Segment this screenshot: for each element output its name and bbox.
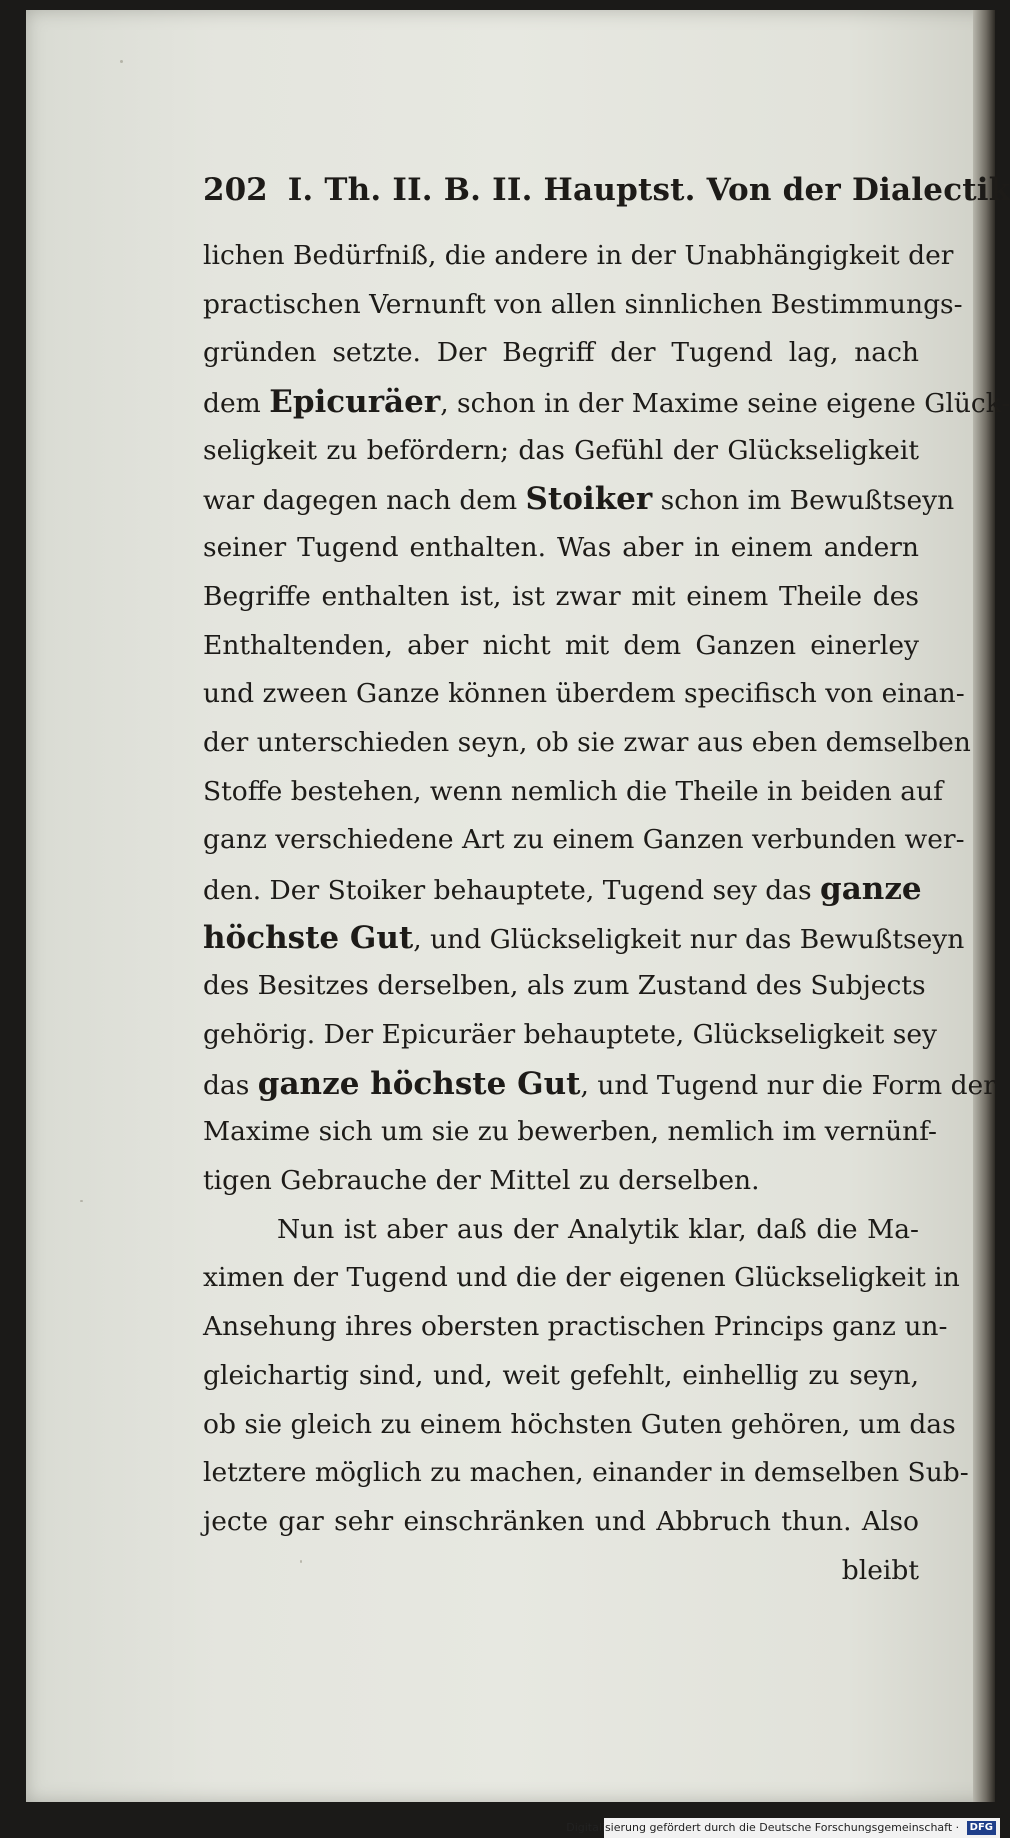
text-span: , und Glückseligkeit nur das Bewußtseyn <box>413 923 965 955</box>
text-line <box>203 914 965 963</box>
text-line <box>203 816 965 865</box>
text-span: , und Tugend nur die Form der <box>580 1069 996 1101</box>
running-head-title: I. Th. II. B. II. Hauptst. Von der Dialectik <box>287 172 1010 208</box>
text-line <box>203 427 919 476</box>
emphasized-term: ganze höchste Gut <box>257 1065 581 1102</box>
text-span: Maxime sich um sie zu bewerben, nemlich im vernünf- <box>203 1116 938 1148</box>
credit-text: Digitalisierung gefördert durch die Deutsche Forschungsgemeinschaft <box>566 1821 953 1834</box>
text-span: jecte gar sehr einschränken und Abbruch thun. Also <box>203 1505 919 1537</box>
text-line <box>203 622 919 671</box>
text-line <box>203 1449 969 1498</box>
digitization-credit: Digitalisierung gefördert durch die Deutsche Forschungsgemeinschaft · DFG <box>604 1818 1000 1838</box>
text-span: ximen der Tugend und die der eigenen Glückseligkeit in <box>203 1262 960 1294</box>
text-span: das <box>203 1069 258 1101</box>
text-span: schon im Bewußtseyn <box>652 485 955 517</box>
text-span: lichen Bedürfniß, die andere in der Unabhängigkeit der <box>203 240 954 271</box>
paper-speck <box>80 1200 83 1202</box>
emphasized-term: Stoiker <box>525 481 653 518</box>
text-line <box>203 1352 919 1401</box>
emphasized-term: Epicuräer <box>269 384 441 421</box>
text-line <box>203 1498 919 1547</box>
text-line <box>203 329 919 378</box>
text-span: tigen Gebrauche der Mittel zu derselben. <box>203 1165 760 1197</box>
text-span: Stoffe bestehen, wenn nemlich die Theile in beiden auf <box>203 775 943 807</box>
catchword: bleibt <box>841 1554 919 1586</box>
text-line <box>203 475 955 524</box>
emphasized-term: ganze <box>820 870 922 907</box>
text-line <box>203 1254 960 1303</box>
text-span: gehörig. Der Epicuräer behauptete, Glückseligkeit sey <box>203 1019 937 1050</box>
text-span: der unterschieden seyn, ob sie zwar aus eben demselben <box>203 726 971 758</box>
running-header <box>203 172 1010 218</box>
text-line <box>203 865 922 914</box>
text-line <box>203 1303 948 1352</box>
text-span: des Besitzes derselben, als zum Zustand des Subjects <box>203 970 926 1002</box>
text-span: Begriffe enthalten ist, ist zwar mit einem Theile des <box>203 580 919 612</box>
emphasized-term: höchste Gut <box>203 919 414 956</box>
text-span: Enthaltenden, aber nicht mit dem Ganzen einerley <box>203 629 919 661</box>
text-line <box>203 768 943 817</box>
text-span: letztere möglich zu machen, einander in demselben Sub- <box>203 1457 969 1489</box>
text-span: dem <box>203 388 270 420</box>
paper-speck <box>120 60 123 63</box>
text-span: Nun ist aber aus der Analytik klar, daß die Ma- <box>277 1213 919 1245</box>
page-number: 202 <box>203 172 268 208</box>
text-line <box>203 378 1010 427</box>
text-line <box>203 1206 919 1255</box>
text-line <box>203 1157 919 1206</box>
text-span: , schon in der Maxime seine eigene Glück- <box>440 388 1010 420</box>
text-line <box>203 719 971 768</box>
text-span: war dagegen nach dem <box>203 485 526 517</box>
text-line <box>203 281 963 330</box>
text-span: ganz verschiedene Art zu einem Ganzen verbunden wer- <box>203 824 965 856</box>
text-line <box>203 1011 937 1060</box>
dfg-logo-icon: DFG <box>967 1821 996 1835</box>
text-span: gleichartig sind, und, weit gefehlt, einhellig zu seyn, <box>203 1359 919 1391</box>
text-span: gründen setzte. Der Begriff der Tugend lag, nach <box>203 337 919 369</box>
text-line <box>203 524 919 573</box>
text-span: seiner Tugend enthalten. Was aber in einem andern <box>203 532 919 564</box>
text-span: practischen Vernunft von allen sinnlichen Bestimmungs- <box>203 288 963 320</box>
text-line <box>203 1060 996 1109</box>
text-line <box>203 1108 938 1157</box>
body-text <box>203 232 1010 1595</box>
text-line <box>203 670 965 719</box>
text-span: seligkeit zu befördern; das Gefühl der Glückseligkeit <box>203 434 919 466</box>
text-span: ob sie gleich zu einem höchsten Guten gehören, um das <box>203 1408 956 1440</box>
page-gutter <box>973 10 995 1802</box>
text-span: und zween Ganze können überdem specifisch von einan- <box>203 678 965 710</box>
text-line <box>203 232 954 281</box>
text-line <box>203 1401 956 1450</box>
text-line <box>203 573 919 622</box>
text-line <box>203 962 926 1011</box>
text-span: den. Der Stoiker behauptete, Tugend sey das <box>203 874 821 906</box>
text-span: Ansehung ihres obersten practischen Princips ganz un- <box>203 1311 948 1343</box>
